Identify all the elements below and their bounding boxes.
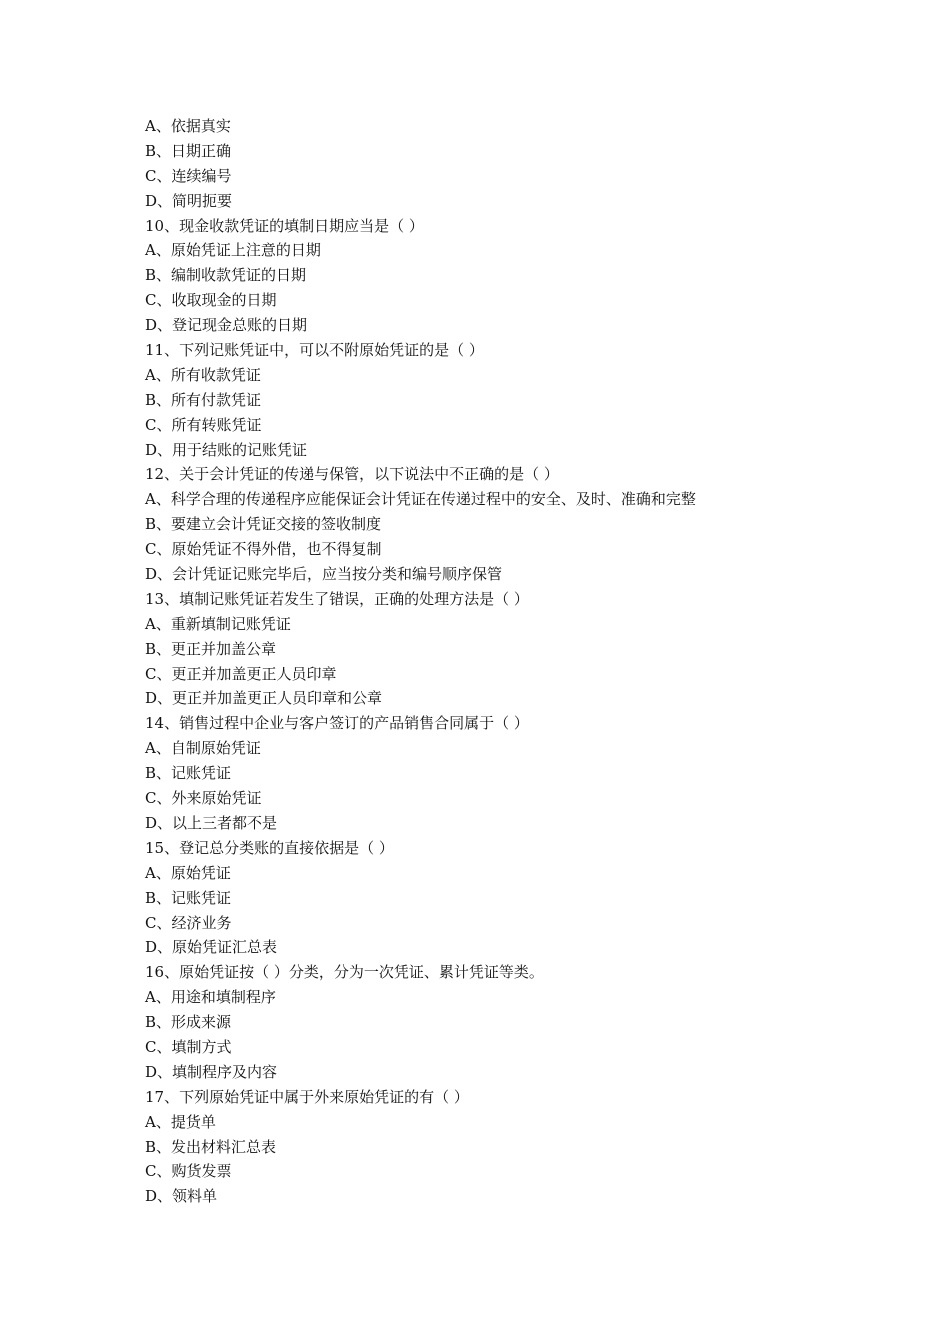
option-line: C、购货发票 <box>145 1162 232 1181</box>
option-line: B、日期正确 <box>145 141 232 160</box>
option-line: B、发出材料汇总表 <box>145 1137 277 1156</box>
question-line: 17、下列原始凭证中属于外来原始凭证的有（ ） <box>145 1087 469 1106</box>
option-line: C、连续编号 <box>145 166 232 185</box>
option-line: A、依据真实 <box>145 117 231 135</box>
option-line: B、要建立会计凭证交接的签收制度 <box>145 515 382 534</box>
option-line: D、简明扼要 <box>145 191 233 210</box>
option-line: A、自制原始凭证 <box>145 739 261 758</box>
option-line: C、更正并加盖更正人员印章 <box>145 664 337 683</box>
option-line: C、收取现金的日期 <box>145 291 277 310</box>
question-line: 13、填制记账凭证若发生了错误，正确的处理方法是（ ） <box>145 589 529 608</box>
question-line: 12、关于会计凭证的传递与保管，以下说法中不正确的是（ ） <box>145 465 559 484</box>
option-line: D、填制程序及内容 <box>145 1062 278 1081</box>
option-line: D、会计凭证记账完毕后，应当按分类和编号顺序保管 <box>145 565 503 584</box>
option-line: B、形成来源 <box>145 1013 232 1032</box>
option-line: D、领料单 <box>145 1187 218 1206</box>
option-line: B、所有付款凭证 <box>145 390 262 409</box>
option-line: D、以上三者都不是 <box>145 813 278 832</box>
option-line: D、原始凭证汇总表 <box>145 938 278 957</box>
option-line: C、经济业务 <box>145 913 232 932</box>
question-line: 15、登记总分类账的直接依据是（ ） <box>145 838 394 857</box>
option-line: A、重新填制记账凭证 <box>145 614 291 633</box>
option-line: B、编制收款凭证的日期 <box>145 266 307 285</box>
option-line: A、科学合理的传递程序应能保证会计凭证在传递过程中的安全、及时、准确和完整 <box>145 490 696 509</box>
option-line: D、登记现金总账的日期 <box>145 316 308 335</box>
option-line: C、填制方式 <box>145 1037 232 1056</box>
question-list <box>145 114 845 1209</box>
option-line: A、提货单 <box>145 1112 216 1131</box>
option-line: A、用途和填制程序 <box>145 988 276 1007</box>
question-line: 14、销售过程中企业与客户签订的产品销售合同属于（ ） <box>145 714 529 733</box>
option-line: C、原始凭证不得外借，也不得复制 <box>145 540 382 559</box>
question-line: 16、原始凭证按（ ）分类，分为一次凭证、累计凭证等类。 <box>145 963 544 982</box>
option-line: A、原始凭证 <box>145 863 231 882</box>
option-line: A、所有收款凭证 <box>145 365 261 384</box>
option-line: B、记账凭证 <box>145 764 232 783</box>
question-line: 10、现金收款凭证的填制日期应当是（ ） <box>145 216 424 235</box>
option-line: C、外来原始凭证 <box>145 789 262 808</box>
option-line: B、记账凭证 <box>145 888 232 907</box>
question-line: 11、下列记账凭证中，可以不附原始凭证的是（ ） <box>145 341 484 360</box>
option-line: C、所有转账凭证 <box>145 415 262 434</box>
option-line: A、原始凭证上注意的日期 <box>145 241 321 260</box>
option-line: B、更正并加盖公章 <box>145 639 277 658</box>
option-line: D、更正并加盖更正人员印章和公章 <box>145 689 383 708</box>
option-line: D、用于结账的记账凭证 <box>145 440 308 459</box>
